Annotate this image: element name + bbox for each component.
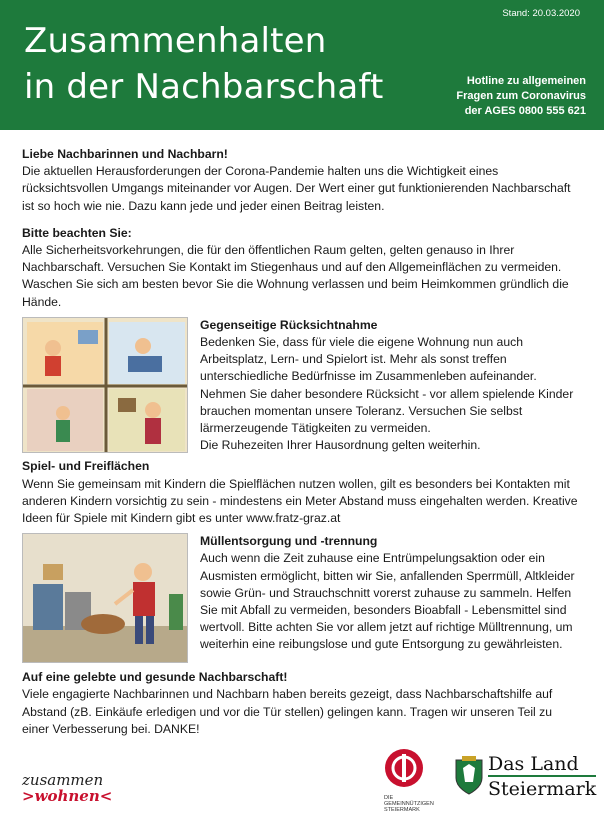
land-line-2: Steiermark <box>488 775 596 800</box>
bitte-text: Alle Sicherheitsvorkehrungen, die für den öffentlichen Raum gelten, gelten genauso in Ihrer Nachbarschaft. Versuchen Sie Kontakt im Stiegenhaus und auf den Allgemeinflächen zu vermeiden. Waschen Sie sich am besten bevor Sie die Wohnung verlassen und beim Heimkommen gründlich die Hände. <box>22 243 569 309</box>
gbv-line: STEIERMARK <box>384 807 420 813</box>
muell-text-column <box>200 533 582 663</box>
title-line-1: Zusammenhalten <box>24 21 327 61</box>
gbv-caption <box>384 795 436 813</box>
gbv-emblem-icon <box>384 748 424 788</box>
muell-heading: Müllentsorgung und -trennung <box>200 534 378 549</box>
intro-text: Die aktuellen Herausforderungen der Corona-Pandemie halten uns die Wichtigkeit eines rücksichtsvollen Umgangs miteinander vor Augen. Der Wert einer gut funktionierenden Nachbarschaft ist so hoch wie nie. Dazu kann jede und jeder einen Beitrag leisten. <box>22 164 571 213</box>
land-steiermark-logo <box>454 752 596 800</box>
outro-text: Viele engagierte Nachbarinnen und Nachbarn haben bereits gezeigt, dass Nachbarschaftshilfe auf Abstand (zB. Einkäufe erledigen und vor die Tür stellen) gelingen kann. Tragen wir unseren Teil zu einer Verbesserung bei. DANKE! <box>22 687 553 736</box>
hotline-line: Fragen zum Coronavirus <box>456 90 586 102</box>
muell-section <box>22 533 582 663</box>
land-wordmark <box>488 752 596 800</box>
waste-drawing <box>23 534 188 663</box>
land-line-1: Das Land <box>488 753 579 775</box>
intro-heading: Liebe Nachbarinnen und Nachbarn! <box>22 147 228 161</box>
gbv-line: GEMEINNÜTZIGEN <box>384 801 434 807</box>
hotline-line: Hotline zu allgemeinen <box>466 75 586 87</box>
gbv-line: DIE <box>384 795 394 801</box>
header-banner <box>0 0 604 130</box>
date-stamp: Stand: 20.03.2020 <box>502 8 580 19</box>
ruecksicht-text: Bedenken Sie, dass für viele die eigene Wohnung nun auch Arbeitsplatz, Lern- und Spielort ist. Mehr als sonst treffen unterschiedliche Bedürfnisse im Zusammenleben aufeinander. Nehmen Sie daher besondere Rücksicht - vor allem spielende Kinder brauchen momentan unsere Toleranz. Versuchen Sie selbst lärmerzeugende Tätigkeiten zu vermeiden. <box>200 335 574 436</box>
ruecksicht-section <box>22 317 582 455</box>
bitte-heading: Bitte beachten Sie: <box>22 225 132 240</box>
logo-line-1: zusammen <box>22 771 104 789</box>
hotline-info <box>456 74 586 119</box>
ruecksicht-heading: Gegenseitige Rücksichtnahme <box>200 317 378 332</box>
spiel-heading: Spiel- und Freiflächen <box>22 459 150 474</box>
title-line-2: in der Nachbarschaft <box>24 67 384 107</box>
outro-heading: Auf eine gelebte und gesunde Nachbarschaft! <box>22 670 288 685</box>
ruecksicht-text-2: Die Ruhezeiten Ihrer Hausordnung gelten weiterhin. <box>200 438 481 453</box>
apartment-illustration <box>22 317 188 453</box>
zusammen-wohnen-logo <box>22 772 112 804</box>
ruecksicht-text-column <box>200 317 582 455</box>
gbv-logo <box>384 748 436 813</box>
muell-text: Auch wenn die Zeit zuhause eine Entrümpelungsaktion oder ein Ausmisten ermöglicht, bitten wir Sie, anfallenden Sperrmüll, Altkleider sowie Grün- und Strauchschnitt vorerst zuhause zu sammeln. Helfen Sie mit Abfall zu vermeiden, besonders Bioabfall - Lebensmittel sind wertvoll. Bitte achten Sie vor allem jetzt auf richtige Mülltrennung, um weiterhin eine reibungslose und gute Entsorgung zu gewährleisten. <box>200 551 575 652</box>
coat-of-arms-icon <box>454 756 484 796</box>
spiel-text: Wenn Sie gemeinsam mit Kindern die Spielflächen nutzen wollen, gilt es besonders bei Kontakten mit anderen Kindern vorsichtig zu sein - mindestens ein Meter Abstand muss eingehalten werden. Kreative Ideen für Spiele mit Kindern gibt es unter www.fratz-graz.at <box>22 476 578 526</box>
waste-illustration <box>22 533 188 663</box>
page-title <box>24 18 384 110</box>
apartment-drawing <box>23 318 188 453</box>
hotline-line: der AGES 0800 555 621 <box>464 105 586 117</box>
main-content <box>22 146 582 748</box>
logo-line-2: >wohnen< <box>22 787 113 805</box>
